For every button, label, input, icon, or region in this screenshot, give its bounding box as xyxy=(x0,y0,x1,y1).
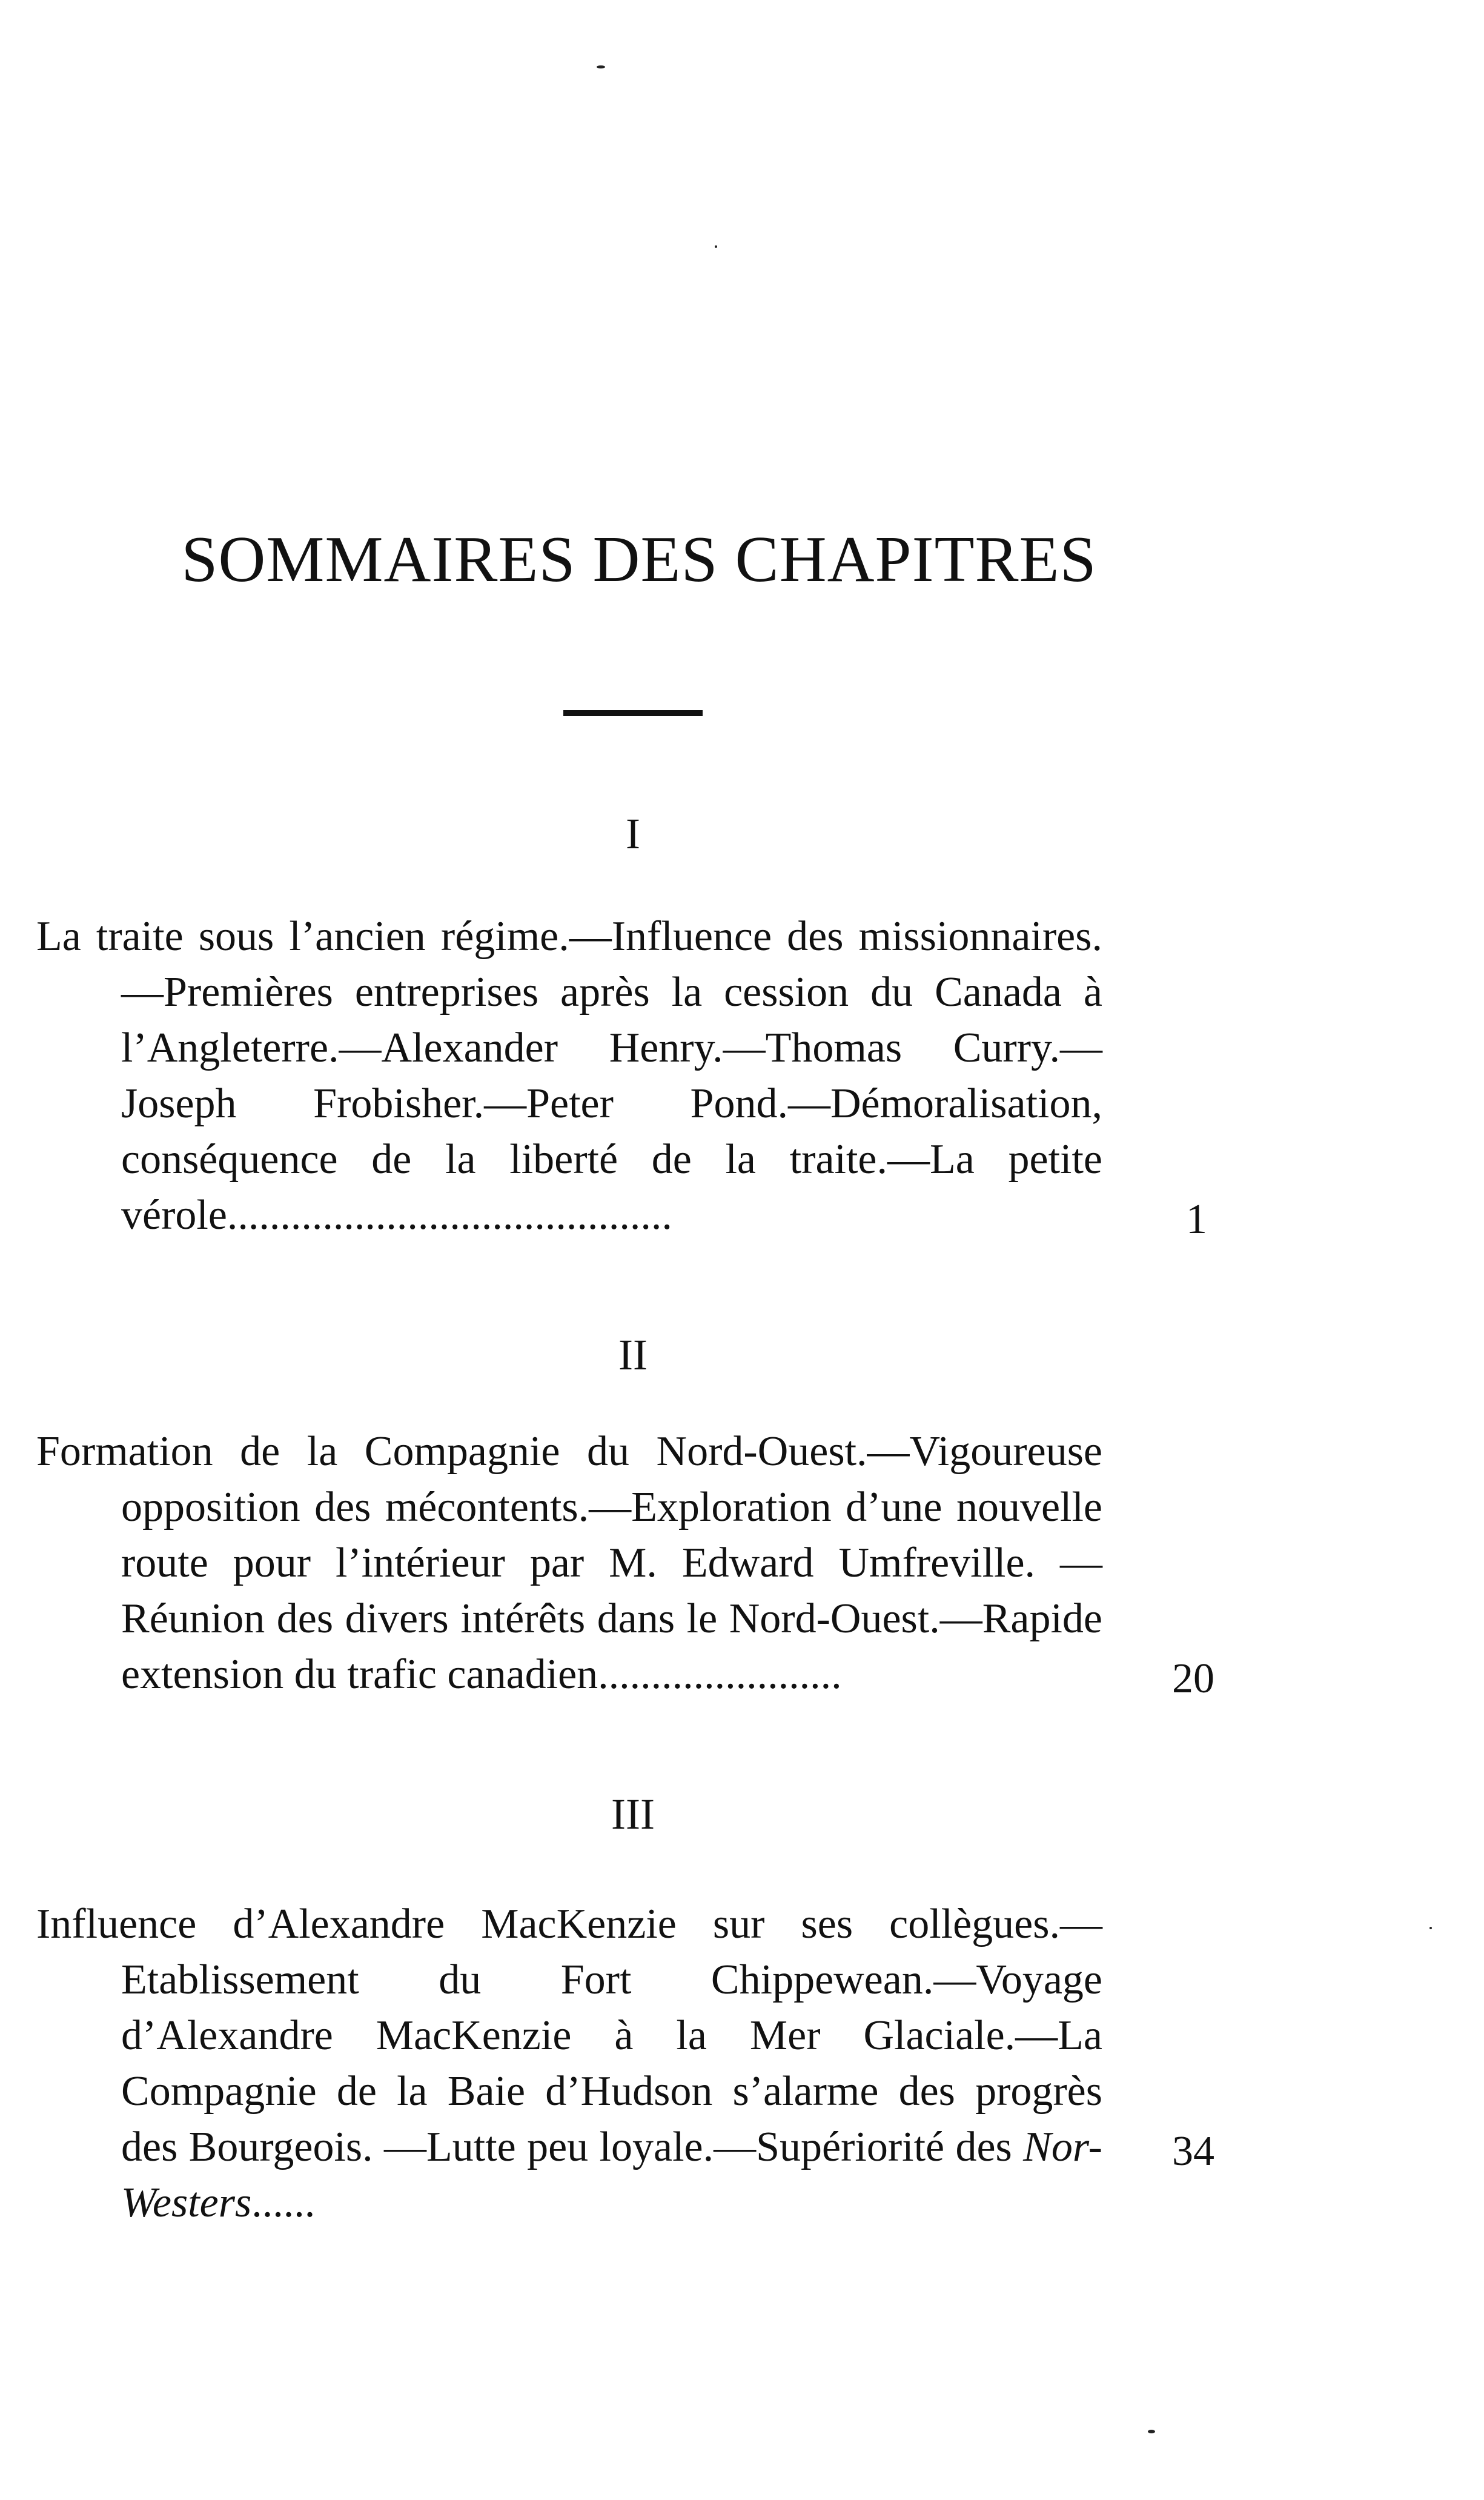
chapter-page-number-2: 20 xyxy=(1172,1655,1214,1702)
chapter-summary-1 xyxy=(36,909,1102,1243)
page-title: SOMMAIRES DES CHAPITRES xyxy=(181,524,1097,596)
title-rule xyxy=(563,710,703,716)
chapter-summary-text-1: La traite sous l’ancien régime.—Influence des missionnaires.—Premières entreprises après la cession du Canada à l’Angleterre.—Alexander Henry.—Thomas Curry.—Joseph Frobisher.—Peter Pond.—Démoralisation, conséquence de la liberté de la traite.—La petite vérole xyxy=(36,913,1102,1238)
chapter-numeral-2: II xyxy=(618,1331,648,1379)
chapter-summary-3 xyxy=(36,1897,1102,2231)
chapter-summary-italic-3: Nor-Westers xyxy=(121,2124,1102,2226)
scan-speck xyxy=(1148,2430,1155,2433)
dot-leader-2: ....................... xyxy=(598,1651,842,1698)
chapter-numeral-3: III xyxy=(611,1790,655,1838)
scan-speck xyxy=(715,245,717,248)
chapter-numeral-1: I xyxy=(626,810,640,858)
chapter-page-number-1: 1 xyxy=(1186,1196,1207,1243)
scan-speck xyxy=(1429,1927,1432,1929)
chapter-summary-text-2: Formation de la Compagnie du Nord-Ouest.—Vigoureuse opposition des mécontents.—Exploration d’une nouvelle route pour l’intérieur par M. Edward Umfreville. —Réunion des divers intérêts dans le Nord-Ouest.—Rapide extension du trafic canadien xyxy=(36,1428,1102,1698)
dot-leader-1: .......................................... xyxy=(227,1192,672,1238)
dot-leader-3: ...... xyxy=(251,2179,316,2226)
chapter-page-number-3: 34 xyxy=(1172,2128,1214,2175)
scan-speck xyxy=(597,65,605,68)
chapter-summary-2 xyxy=(36,1424,1102,1703)
chapter-summary-text-3: Influence d’Alexandre MacKenzie sur ses collègues.—Etablissement du Fort Chippewean.—Voyage d’Alexandre MacKenzie à la Mer Glaciale.—La Compagnie de la Baie d’Hudson s’alarme des progrès des Bourgeois. —Lutte peu loyale.—Supériorité des xyxy=(36,1901,1102,2170)
